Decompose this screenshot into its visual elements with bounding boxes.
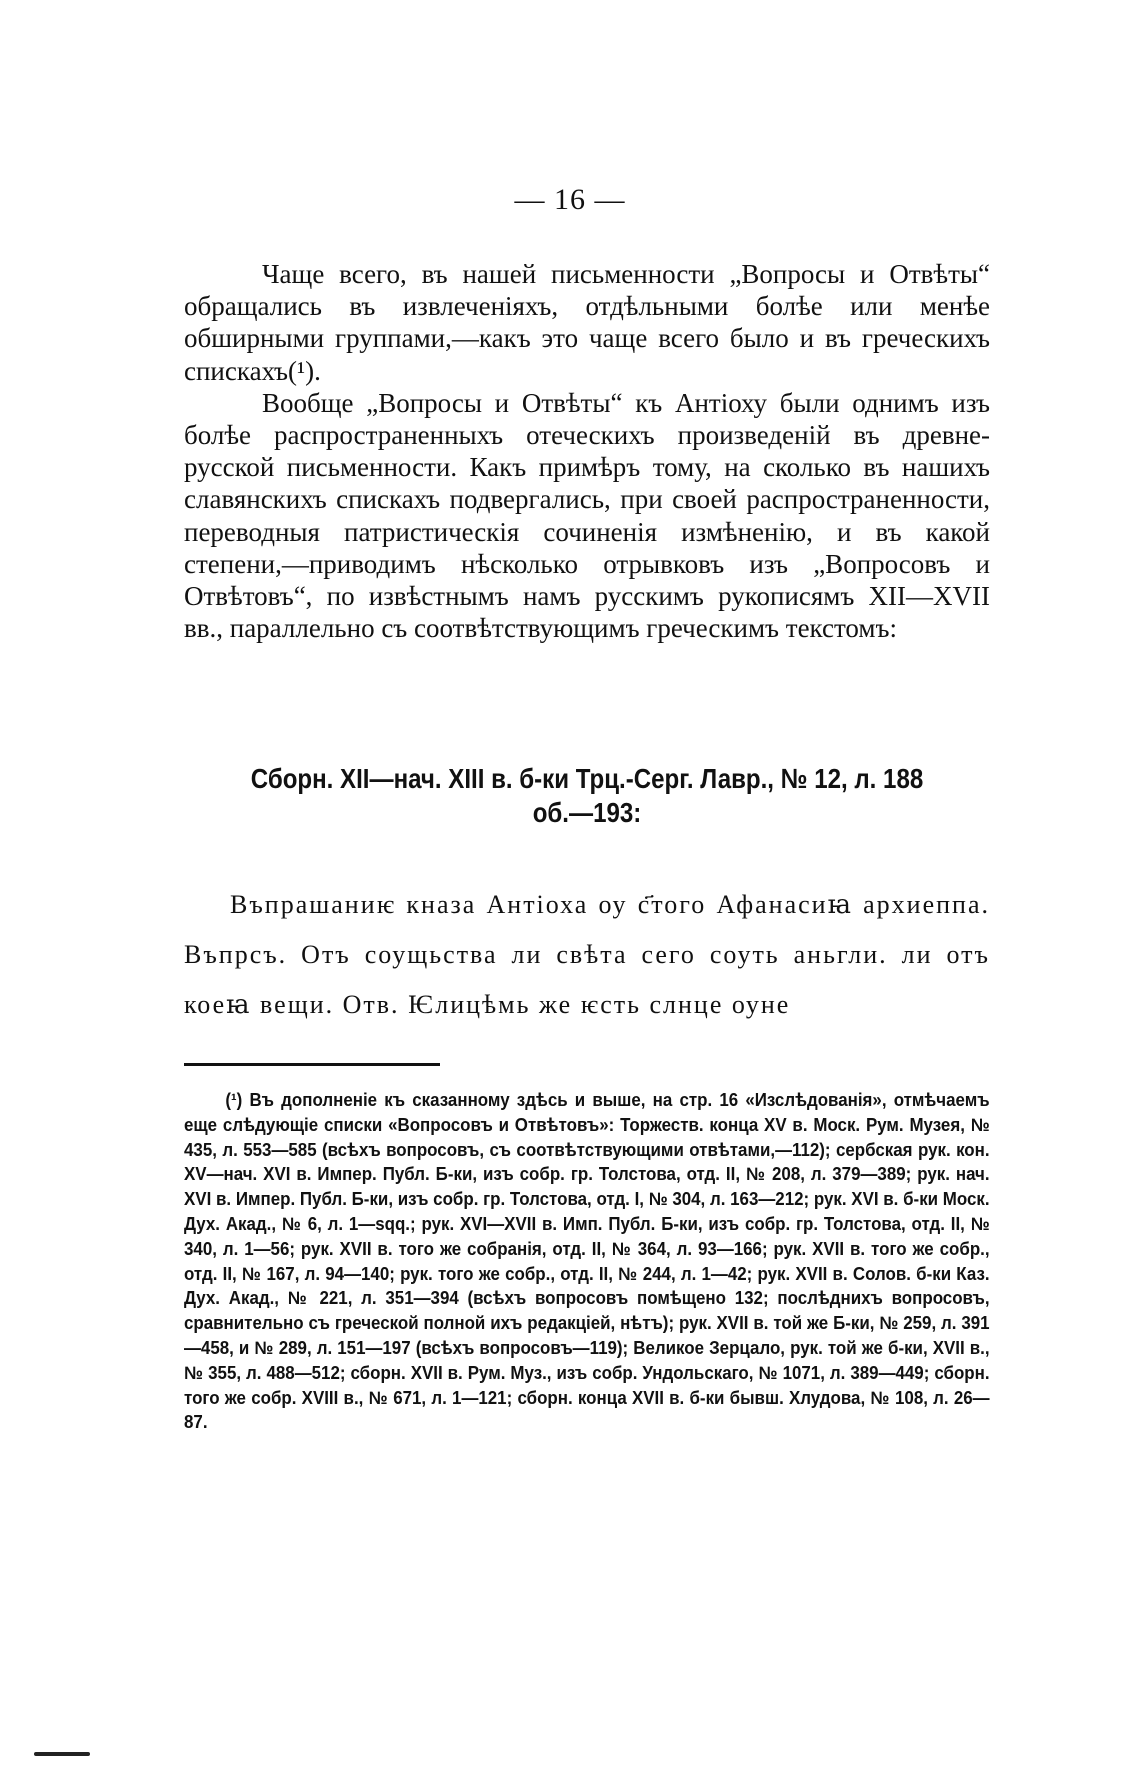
margin-mark: [34, 1752, 90, 1756]
footnote-rule: [184, 1063, 440, 1066]
church-slavonic-text: Въпрашаниѥ кназа Антіоха оу с҃того Афанасиꙗ архиеппа. Въпрсъ. Отъ соущьства ли свѣта сего соуть аньгли. ли отъ коеꙗ вещи. Отв. Ѥлицѣмь же ѥсть слнце оуне: [184, 890, 990, 1019]
paragraph-1: Чаще всего, въ нашей письменности „Вопросы и Отвѣты“ обращались въ извлеченіяхъ, отдѣльными болѣе или менѣе обширными группами,—какъ это чаще всего было и въ греческихъ спискахъ(¹).: [184, 259, 990, 386]
main-text: [184, 258, 990, 644]
footnote: (¹) Въ дополненіе къ сказанному здѣсь и выше, на стр. 16 «Изслѣдованія», отмѣчаемъ еще слѣдующіе списки «Вопросовъ и Отвѣтовъ»: Торжеств. конца XV в. Моск. Рум. Музея, № 435, л. 553—585 (всѣхъ вопросовъ, съ соотвѣтствующими отвѣтами,—112); сербская рук. кон. XV—нач. XVI в. Импер. Публ. Б-ки, изъ собр. гр. Толстова, отд. II, № 208, л. 379—389; рук. нач. XVI в. Импер. Публ. Б-ки, изъ собр. гр. Толстова, отд. I, № 304, л. 163—212; рук. XVI в. б-ки Моск. Дух. Акад., № 6, л. 1—sqq.; рук. XVI—XVII в. Имп. Публ. Б-ки, изъ собр. гр. Толстова, отд. II, № 340, л. 1—56; рук. XVII в. того же собранія, отд. II, № 364, л. 93—166; рук. XVII в. того же собр., отд. II, № 167, л. 94—140; рук. того же собр., отд. II, № 244, л. 1—42; рук. XVII в. Солов. б-ки Каз. Дух. Акад., № 221, л. 351—394 (всѣхъ вопросовъ помѣщено 132; послѣднихъ вопросовъ, сравнительно съ греческой полной ихъ редакціей, нѣтъ); рук. XVII в. той же Б-ки, № 259, л. 391—458, и № 289, л. 151—197 (всѣхъ вопросовъ—119); Великое Зерцало, рук. той же б-ки, XVII в., № 355, л. 488—512; сборн. XVII в. Рум. Муз., изъ собр. Ундольскаго, № 1071, л. 389—449; сборн. того же собр. XVIII в., № 671, л. 1—121; сборн. конца XVII в. б-ки бывш. Хлудова, № 108, л. 26—87.: [184, 1090, 990, 1433]
page-number: — 16 —: [514, 183, 626, 216]
manuscript-heading: Сборн. XII—нач. XIII в. б-ки Трц.-Серг. Лавр., № 12, л. 188 об.—193:: [250, 763, 924, 828]
paragraph-2: Вообще „Вопросы и Отвѣты“ къ Антіоху были однимъ изъ болѣе распространенныхъ отеческихъ произведеній въ древне-русской письменности. Какъ примѣръ тому, на сколько въ нашихъ славянскихъ спискахъ подвергались, при своей распространенности, переводныя патристическія сочиненія измѣненію, и въ какой степени,—приводимъ нѣсколько отрывковъ изъ „Вопросовъ и Отвѣтовъ“, по извѣстнымъ намъ русскимъ рукописямъ XII—XVII вв., параллельно съ соотвѣтствующимъ греческимъ текстомъ:: [184, 387, 990, 644]
